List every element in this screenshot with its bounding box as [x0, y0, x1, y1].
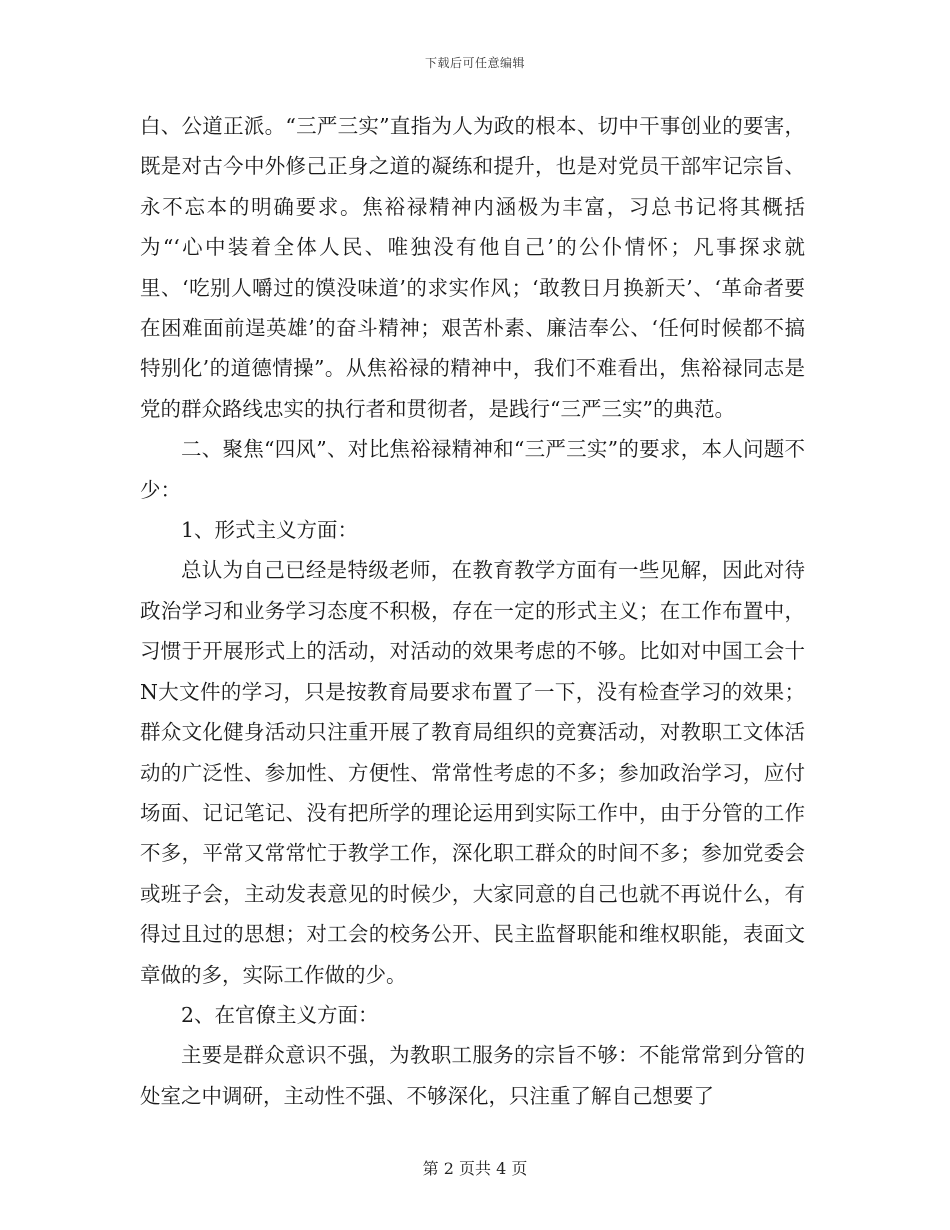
paragraph-2-section-heading: 二、聚焦“四风”、对比焦裕禄精神和“三严三实”的要求，本人问题不少： — [140, 437, 805, 502]
document-body — [140, 106, 805, 1116]
paragraph-4: 总认为自己已经是特级老师，在教育教学方面有一些见解，因此对待政治学习和业务学习态度不积极，存在一定的形式主义；在工作布置中，习惯于开展形式上的活动，对活动的效果考虑的不够。比如对中国工会十N大文件的学习，只是按教育局要求布置了一下，没有检查学习的效果；群众文化健身活动只注重开展了教育局组织的竞赛活动，对教职工文体活动的广泛性、参加性、方便性、常常性考虑的不多；参加政治学习，应付场面、记记笔记、没有把所学的理论运用到实际工作中，由于分管的工作不多，平常又常常忙于教学工作，深化职工群众的时间不多；参加党委会或班子会，主动发表意见的时候少，大家同意的自己也就不再说什么，有得过且过的思想；对工会的校务公开、民主监督职能和维权职能，表面文章做的多，实际工作做的少。 — [140, 558, 805, 987]
page-header: 下载后可任意编辑 — [424, 56, 525, 70]
paragraph-6: 主要是群众意识不强，为教职工服务的宗旨不够：不能常常到分管的处室之中调研，主动性不强、不够深化，只注重了解自己想要了 — [140, 1043, 805, 1108]
paragraph-1: 白、公道正派。“三严三实”直指为人为政的根本、切中干事创业的要害，既是对古今中外修己正身之道的凝练和提升，也是对党员干部牢记宗旨、永不忘本的明确要求。焦裕禄精神内涵极为丰富，习总书记将其概括为“‘心中装着全体人民、唯独没有他自己’的公仆情怀；凡事探求就里、‘吃别人嚼过的馍没味道’的求实作风；‘敢教日月换新天’、‘革命者要在困难面前逞英雄’的奋斗精神；艰苦朴素、廉洁奉公、‘任何时候都不搞特别化’的道德情操”。从焦裕禄的精神中，我们不难看出，焦裕禄同志是党的群众路线忠实的执行者和贯彻者，是践行“三严三实”的典范。 — [140, 114, 805, 421]
paragraph-3-subheading-formalism: 1、形式主义方面： — [181, 518, 359, 543]
paragraph-5-subheading-bureaucracy: 2、在官僚主义方面： — [181, 1002, 379, 1027]
page-footer: 第 2 页共 4 页 — [422, 1159, 528, 1178]
